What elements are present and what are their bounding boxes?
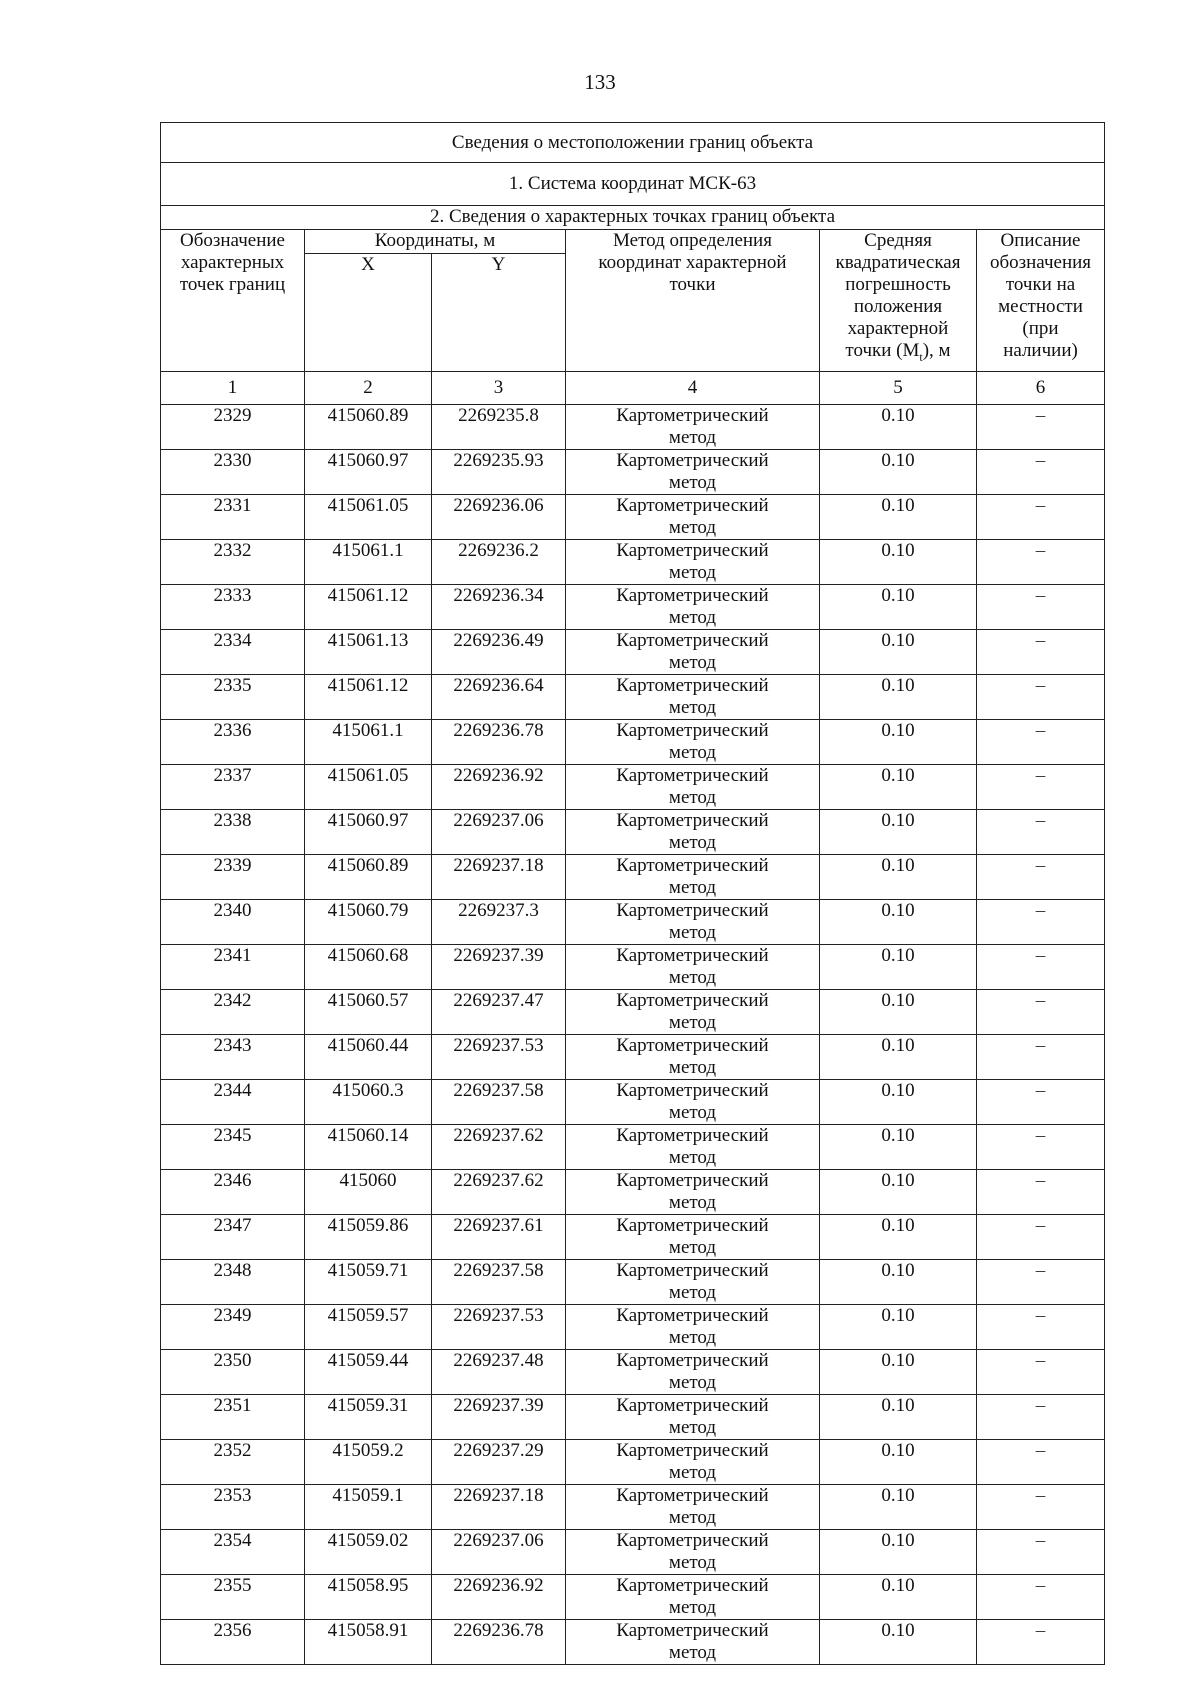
coord-x: 415059.31 (305, 1395, 432, 1440)
point-id: 2347 (161, 1215, 305, 1260)
point-id: 2338 (161, 810, 305, 855)
coord-y: 2269237.06 (432, 810, 566, 855)
method: Картометрический метод (566, 1305, 820, 1350)
method: Картометрический метод (566, 1215, 820, 1260)
point-description: – (977, 1575, 1105, 1620)
table-row (161, 1350, 1105, 1395)
coord-y: 2269237.62 (432, 1170, 566, 1215)
coord-y: 2269237.47 (432, 990, 566, 1035)
coord-x: 415059.44 (305, 1350, 432, 1395)
point-description: – (977, 585, 1105, 630)
column-number: 2 (305, 372, 432, 405)
point-description: – (977, 945, 1105, 990)
point-description: – (977, 405, 1105, 450)
table-row (161, 540, 1105, 585)
point-description: – (977, 1395, 1105, 1440)
coord-x: 415061.05 (305, 765, 432, 810)
point-id: 2355 (161, 1575, 305, 1620)
point-description: – (977, 1170, 1105, 1215)
method: Картометрический метод (566, 1620, 820, 1665)
method: Картометрический метод (566, 990, 820, 1035)
coord-y: 2269236.49 (432, 630, 566, 675)
table-row (161, 450, 1105, 495)
method: Картометрический метод (566, 1440, 820, 1485)
method: Картометрический метод (566, 810, 820, 855)
point-id: 2346 (161, 1170, 305, 1215)
point-id: 2351 (161, 1395, 305, 1440)
point-description: – (977, 1215, 1105, 1260)
method: Картометрический метод (566, 855, 820, 900)
method: Картометрический метод (566, 495, 820, 540)
point-description: – (977, 1350, 1105, 1395)
mean-square-error: 0.10 (820, 990, 977, 1035)
method: Картометрический метод (566, 1530, 820, 1575)
table-row (161, 1440, 1105, 1485)
point-id: 2349 (161, 1305, 305, 1350)
point-description: – (977, 1125, 1105, 1170)
mean-square-error: 0.10 (820, 1035, 977, 1080)
coord-x: 415060.3 (305, 1080, 432, 1125)
point-id: 2334 (161, 630, 305, 675)
coord-y: 2269237.48 (432, 1350, 566, 1395)
header-coordinates: Координаты, м (305, 230, 566, 254)
header-method: Метод определения координат характерной точки (566, 230, 820, 372)
column-number: 4 (566, 372, 820, 405)
table-row (161, 1485, 1105, 1530)
mean-square-error: 0.10 (820, 1530, 977, 1575)
point-description: – (977, 675, 1105, 720)
point-id: 2340 (161, 900, 305, 945)
coord-y: 2269236.78 (432, 720, 566, 765)
table-row (161, 1080, 1105, 1125)
method: Картометрический метод (566, 405, 820, 450)
mean-square-error: 0.10 (820, 1440, 977, 1485)
mean-square-error: 0.10 (820, 765, 977, 810)
mean-square-error: 0.10 (820, 1350, 977, 1395)
point-description: – (977, 765, 1105, 810)
point-id: 2344 (161, 1080, 305, 1125)
table-row (161, 1620, 1105, 1665)
mean-square-error: 0.10 (820, 585, 977, 630)
coord-x: 415061.1 (305, 720, 432, 765)
table-row (161, 585, 1105, 630)
method: Картометрический метод (566, 1035, 820, 1080)
mean-square-error: 0.10 (820, 1620, 977, 1665)
table-row (161, 630, 1105, 675)
mean-square-error: 0.10 (820, 1260, 977, 1305)
method: Картометрический метод (566, 945, 820, 990)
method: Картометрический метод (566, 630, 820, 675)
point-id: 2333 (161, 585, 305, 630)
method: Картометрический метод (566, 1125, 820, 1170)
method: Картометрический метод (566, 540, 820, 585)
coord-x: 415060.68 (305, 945, 432, 990)
point-description: – (977, 540, 1105, 585)
method: Картометрический метод (566, 900, 820, 945)
table-row (161, 900, 1105, 945)
point-description: – (977, 990, 1105, 1035)
mean-square-error: 0.10 (820, 900, 977, 945)
header-mean-square-error: Средняя квадратическая погрешность положения характерной точки $(M_t)$, м (820, 230, 977, 372)
mean-square-error: 0.10 (820, 810, 977, 855)
point-description: – (977, 630, 1105, 675)
boundary-points-table (160, 122, 1105, 1665)
point-description: – (977, 1620, 1105, 1665)
point-id: 2336 (161, 720, 305, 765)
point-id: 2330 (161, 450, 305, 495)
column-number: 1 (161, 372, 305, 405)
column-number: 5 (820, 372, 977, 405)
point-id: 2348 (161, 1260, 305, 1305)
mean-square-error: 0.10 (820, 1125, 977, 1170)
point-description: – (977, 855, 1105, 900)
coord-y: 2269237.39 (432, 1395, 566, 1440)
mean-square-error: 0.10 (820, 495, 977, 540)
method: Картометрический метод (566, 675, 820, 720)
column-number: 3 (432, 372, 566, 405)
coord-x: 415059.2 (305, 1440, 432, 1485)
coord-y: 2269236.06 (432, 495, 566, 540)
mean-square-error: 0.10 (820, 1215, 977, 1260)
coord-x: 415060.44 (305, 1035, 432, 1080)
mean-square-error: 0.10 (820, 1485, 977, 1530)
coord-y: 2269237.53 (432, 1035, 566, 1080)
coord-y: 2269236.78 (432, 1620, 566, 1665)
mean-square-error: 0.10 (820, 720, 977, 765)
table-row (161, 1125, 1105, 1170)
header-y: Y (432, 254, 566, 372)
table-row (161, 1305, 1105, 1350)
table-row (161, 1170, 1105, 1215)
coord-x: 415059.71 (305, 1260, 432, 1305)
coord-y: 2269237.62 (432, 1125, 566, 1170)
coord-y: 2269236.92 (432, 765, 566, 810)
coord-y: 2269237.58 (432, 1260, 566, 1305)
mean-square-error: 0.10 (820, 1395, 977, 1440)
mean-square-error: 0.10 (820, 1080, 977, 1125)
point-description: – (977, 1305, 1105, 1350)
table-row (161, 495, 1105, 540)
page-number: 133 (584, 70, 616, 94)
coord-x: 415061.05 (305, 495, 432, 540)
coord-y: 2269237.61 (432, 1215, 566, 1260)
mean-square-error: 0.10 (820, 540, 977, 585)
method: Картометрический метод (566, 585, 820, 630)
table-row (161, 1575, 1105, 1620)
column-number: 6 (977, 372, 1105, 405)
point-description: – (977, 495, 1105, 540)
point-id: 2345 (161, 1125, 305, 1170)
point-id: 2353 (161, 1485, 305, 1530)
mean-square-error: 0.10 (820, 855, 977, 900)
point-id: 2341 (161, 945, 305, 990)
point-id: 2337 (161, 765, 305, 810)
coord-y: 2269237.18 (432, 1485, 566, 1530)
table-row (161, 1260, 1105, 1305)
table-row (161, 405, 1105, 450)
method: Картометрический метод (566, 720, 820, 765)
mean-square-error: 0.10 (820, 450, 977, 495)
table-row (161, 1530, 1105, 1575)
coord-x: 415060.97 (305, 450, 432, 495)
coord-y: 2269237.58 (432, 1080, 566, 1125)
point-id: 2354 (161, 1530, 305, 1575)
coord-x: 415059.57 (305, 1305, 432, 1350)
point-id: 2335 (161, 675, 305, 720)
point-description: – (977, 810, 1105, 855)
header-point-designation: Обозначение характерных точек границ (161, 230, 305, 372)
point-id: 2356 (161, 1620, 305, 1665)
coord-x: 415060.89 (305, 405, 432, 450)
point-description: – (977, 1035, 1105, 1080)
coord-y: 2269236.64 (432, 675, 566, 720)
header-x: X (305, 254, 432, 372)
mean-square-error: 0.10 (820, 405, 977, 450)
method: Картометрический метод (566, 1350, 820, 1395)
coord-x: 415058.91 (305, 1620, 432, 1665)
coord-y: 2269236.92 (432, 1575, 566, 1620)
coord-y: 2269236.2 (432, 540, 566, 585)
table-row (161, 1215, 1105, 1260)
mean-square-error: 0.10 (820, 1170, 977, 1215)
table-row (161, 945, 1105, 990)
point-id: 2342 (161, 990, 305, 1035)
method: Картометрический метод (566, 1395, 820, 1440)
mean-square-error: 0.10 (820, 945, 977, 990)
coord-x: 415061.12 (305, 585, 432, 630)
mean-square-error: 0.10 (820, 1575, 977, 1620)
header-description: Описание обозначения точки на местности (при наличии) (977, 230, 1105, 372)
table-row (161, 990, 1105, 1035)
point-id: 2343 (161, 1035, 305, 1080)
coord-y: 2269235.8 (432, 405, 566, 450)
mean-square-error: 0.10 (820, 630, 977, 675)
points-caption: 2. Сведения о характерных точках границ объекта (161, 206, 1105, 230)
point-id: 2339 (161, 855, 305, 900)
point-description: – (977, 1485, 1105, 1530)
table-row (161, 810, 1105, 855)
coord-x: 415061.1 (305, 540, 432, 585)
method: Картометрический метод (566, 1575, 820, 1620)
point-description: – (977, 450, 1105, 495)
table-row (161, 1035, 1105, 1080)
point-id: 2332 (161, 540, 305, 585)
coord-x: 415060.89 (305, 855, 432, 900)
table-row (161, 675, 1105, 720)
point-id: 2331 (161, 495, 305, 540)
coord-x: 415060.57 (305, 990, 432, 1035)
coord-x: 415061.12 (305, 675, 432, 720)
point-description: – (977, 1440, 1105, 1485)
method: Картометрический метод (566, 1485, 820, 1530)
method: Картометрический метод (566, 1260, 820, 1305)
coord-y: 2269237.39 (432, 945, 566, 990)
table-row (161, 720, 1105, 765)
mean-square-error: 0.10 (820, 1305, 977, 1350)
mean-square-error: 0.10 (820, 675, 977, 720)
coord-y: 2269237.3 (432, 900, 566, 945)
coord-y: 2269235.93 (432, 450, 566, 495)
coordinate-system: 1. Система координат МСК-63 (161, 163, 1105, 206)
point-id: 2352 (161, 1440, 305, 1485)
coord-y: 2269236.34 (432, 585, 566, 630)
coord-y: 2269237.53 (432, 1305, 566, 1350)
table-row (161, 855, 1105, 900)
coord-x: 415060.97 (305, 810, 432, 855)
coord-x: 415058.95 (305, 1575, 432, 1620)
coord-x: 415061.13 (305, 630, 432, 675)
method: Картометрический метод (566, 1080, 820, 1125)
coord-x: 415059.1 (305, 1485, 432, 1530)
point-description: – (977, 720, 1105, 765)
coord-x: 415059.86 (305, 1215, 432, 1260)
coord-y: 2269237.29 (432, 1440, 566, 1485)
coord-x: 415060.79 (305, 900, 432, 945)
point-description: – (977, 900, 1105, 945)
point-id: 2350 (161, 1350, 305, 1395)
point-id: 2329 (161, 405, 305, 450)
coord-x: 415060 (305, 1170, 432, 1215)
method: Картометрический метод (566, 765, 820, 810)
coord-x: 415060.14 (305, 1125, 432, 1170)
method: Картометрический метод (566, 1170, 820, 1215)
coord-y: 2269237.18 (432, 855, 566, 900)
point-description: – (977, 1530, 1105, 1575)
table-row (161, 1395, 1105, 1440)
table-row (161, 765, 1105, 810)
coord-y: 2269237.06 (432, 1530, 566, 1575)
coord-x: 415059.02 (305, 1530, 432, 1575)
point-description: – (977, 1080, 1105, 1125)
method: Картометрический метод (566, 450, 820, 495)
column-numbers-row (161, 372, 1105, 405)
point-description: – (977, 1260, 1105, 1305)
table-title: Сведения о местоположении границ объекта (161, 123, 1105, 163)
